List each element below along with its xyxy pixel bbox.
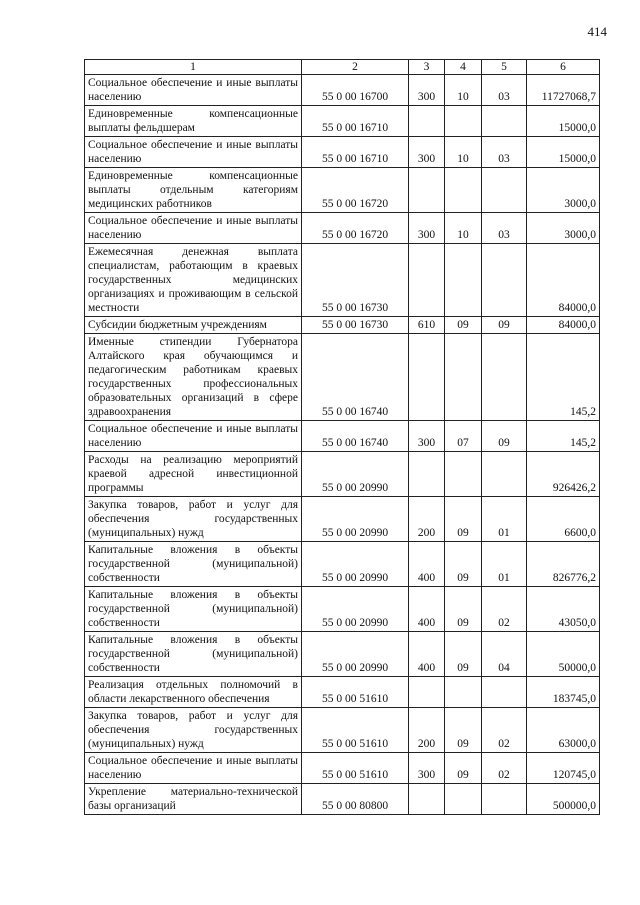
row-expense-type [409, 168, 445, 213]
row-expense-type [409, 784, 445, 815]
budget-table [84, 59, 600, 815]
row-target-code: 55 0 00 16720 [302, 213, 409, 244]
row-amount: 3000,0 [527, 168, 600, 213]
row-description: Ежемесячная денежная выплата специалистам, работающим в краевых государственных медицинских организациях и проживающим в сельской местности [85, 244, 302, 317]
row-subsection [482, 677, 527, 708]
column-header: 4 [445, 60, 482, 75]
table-body [85, 75, 600, 815]
row-subsection: 02 [482, 708, 527, 753]
row-section: 09 [445, 497, 482, 542]
row-expense-type [409, 334, 445, 421]
table-row [85, 421, 600, 452]
row-description: Социальное обеспечение и иные выплаты населению [85, 421, 302, 452]
row-subsection [482, 244, 527, 317]
row-amount: 500000,0 [527, 784, 600, 815]
row-section [445, 106, 482, 137]
table-row [85, 708, 600, 753]
row-description: Капитальные вложения в объекты государственной (муниципальной) собственности [85, 632, 302, 677]
table-row [85, 784, 600, 815]
row-section: 10 [445, 75, 482, 106]
row-section [445, 244, 482, 317]
row-description: Капитальные вложения в объекты государственной (муниципальной) собственности [85, 587, 302, 632]
row-subsection: 02 [482, 753, 527, 784]
row-expense-type: 610 [409, 317, 445, 334]
row-section: 09 [445, 708, 482, 753]
row-subsection [482, 168, 527, 213]
page-number: 414 [587, 24, 607, 39]
table-row [85, 587, 600, 632]
row-section: 09 [445, 587, 482, 632]
row-amount: 15000,0 [527, 137, 600, 168]
row-description: Капитальные вложения в объекты государственной (муниципальной) собственности [85, 542, 302, 587]
row-amount: 145,2 [527, 421, 600, 452]
row-description: Социальное обеспечение и иные выплаты населению [85, 137, 302, 168]
row-amount: 145,2 [527, 334, 600, 421]
row-amount: 84000,0 [527, 317, 600, 334]
row-target-code: 55 0 00 51610 [302, 677, 409, 708]
row-target-code: 55 0 00 16710 [302, 137, 409, 168]
row-target-code: 55 0 00 20990 [302, 542, 409, 587]
row-expense-type: 300 [409, 213, 445, 244]
row-target-code: 55 0 00 16710 [302, 106, 409, 137]
row-target-code: 55 0 00 16700 [302, 75, 409, 106]
row-subsection [482, 784, 527, 815]
row-section: 09 [445, 542, 482, 587]
table-row [85, 677, 600, 708]
row-expense-type [409, 106, 445, 137]
row-target-code: 55 0 00 16720 [302, 168, 409, 213]
table-row [85, 106, 600, 137]
row-description: Единовременные компенсационные выплаты отдельным категориям медицинских работников [85, 168, 302, 213]
row-subsection [482, 106, 527, 137]
table-row [85, 334, 600, 421]
row-subsection [482, 452, 527, 497]
row-expense-type: 400 [409, 587, 445, 632]
row-target-code: 55 0 00 16740 [302, 421, 409, 452]
row-subsection [482, 334, 527, 421]
row-expense-type [409, 677, 445, 708]
row-target-code: 55 0 00 16730 [302, 317, 409, 334]
row-target-code: 55 0 00 51610 [302, 708, 409, 753]
row-description: Субсидии бюджетным учреждениям [85, 317, 302, 334]
row-target-code: 55 0 00 20990 [302, 632, 409, 677]
row-expense-type: 400 [409, 632, 445, 677]
table-row [85, 452, 600, 497]
table-row [85, 168, 600, 213]
row-expense-type [409, 452, 445, 497]
row-subsection: 03 [482, 137, 527, 168]
row-description: Именные стипендии Губернатора Алтайского края обучающимся и педагогическим работникам краевых государственных профессиональных образовательных организаций в сфере здравоохранения [85, 334, 302, 421]
table-row [85, 75, 600, 106]
row-target-code: 55 0 00 20990 [302, 587, 409, 632]
row-section: 10 [445, 213, 482, 244]
row-expense-type: 200 [409, 708, 445, 753]
row-amount: 826776,2 [527, 542, 600, 587]
row-subsection: 09 [482, 421, 527, 452]
row-section: 09 [445, 753, 482, 784]
row-section [445, 784, 482, 815]
table-row [85, 244, 600, 317]
row-section: 10 [445, 137, 482, 168]
row-amount: 84000,0 [527, 244, 600, 317]
row-section: 09 [445, 632, 482, 677]
row-description: Единовременные компенсационные выплаты фельдшерам [85, 106, 302, 137]
row-amount: 11727068,7 [527, 75, 600, 106]
row-expense-type: 200 [409, 497, 445, 542]
row-amount: 926426,2 [527, 452, 600, 497]
row-expense-type [409, 244, 445, 317]
row-target-code: 55 0 00 20990 [302, 497, 409, 542]
row-expense-type: 300 [409, 753, 445, 784]
row-subsection: 01 [482, 542, 527, 587]
row-target-code: 55 0 00 51610 [302, 753, 409, 784]
row-description: Реализация отдельных полномочий в области лекарственного обеспечения [85, 677, 302, 708]
row-subsection: 03 [482, 75, 527, 106]
column-header: 3 [409, 60, 445, 75]
row-description: Социальное обеспечение и иные выплаты населению [85, 75, 302, 106]
row-target-code: 55 0 00 16740 [302, 334, 409, 421]
row-description: Закупка товаров, работ и услуг для обеспечения государственных (муниципальных) нужд [85, 497, 302, 542]
row-amount: 6600,0 [527, 497, 600, 542]
row-amount: 183745,0 [527, 677, 600, 708]
row-section [445, 168, 482, 213]
table-row [85, 632, 600, 677]
row-expense-type: 300 [409, 421, 445, 452]
row-subsection: 09 [482, 317, 527, 334]
table-row [85, 753, 600, 784]
table-row [85, 317, 600, 334]
row-amount: 3000,0 [527, 213, 600, 244]
row-target-code: 55 0 00 16730 [302, 244, 409, 317]
row-subsection: 01 [482, 497, 527, 542]
column-header: 2 [302, 60, 409, 75]
row-description: Закупка товаров, работ и услуг для обеспечения государственных (муниципальных) нужд [85, 708, 302, 753]
row-section [445, 452, 482, 497]
row-description: Социальное обеспечение и иные выплаты населению [85, 753, 302, 784]
row-section: 07 [445, 421, 482, 452]
column-header: 1 [85, 60, 302, 75]
table-row [85, 497, 600, 542]
row-section: 09 [445, 317, 482, 334]
table-row [85, 137, 600, 168]
table-row [85, 213, 600, 244]
column-header: 5 [482, 60, 527, 75]
row-target-code: 55 0 00 80800 [302, 784, 409, 815]
column-header: 6 [527, 60, 600, 75]
row-description: Укрепление материально-технической базы организаций [85, 784, 302, 815]
row-subsection: 02 [482, 587, 527, 632]
row-description: Расходы на реализацию мероприятий краевой адресной инвестиционной программы [85, 452, 302, 497]
row-target-code: 55 0 00 20990 [302, 452, 409, 497]
row-amount: 120745,0 [527, 753, 600, 784]
row-expense-type: 300 [409, 137, 445, 168]
row-expense-type: 400 [409, 542, 445, 587]
table-row [85, 542, 600, 587]
row-expense-type: 300 [409, 75, 445, 106]
header-row [85, 60, 600, 75]
row-amount: 43050,0 [527, 587, 600, 632]
row-subsection: 03 [482, 213, 527, 244]
row-section [445, 677, 482, 708]
row-amount: 15000,0 [527, 106, 600, 137]
row-amount: 50000,0 [527, 632, 600, 677]
row-amount: 63000,0 [527, 708, 600, 753]
row-subsection: 04 [482, 632, 527, 677]
row-section [445, 334, 482, 421]
row-description: Социальное обеспечение и иные выплаты населению [85, 213, 302, 244]
